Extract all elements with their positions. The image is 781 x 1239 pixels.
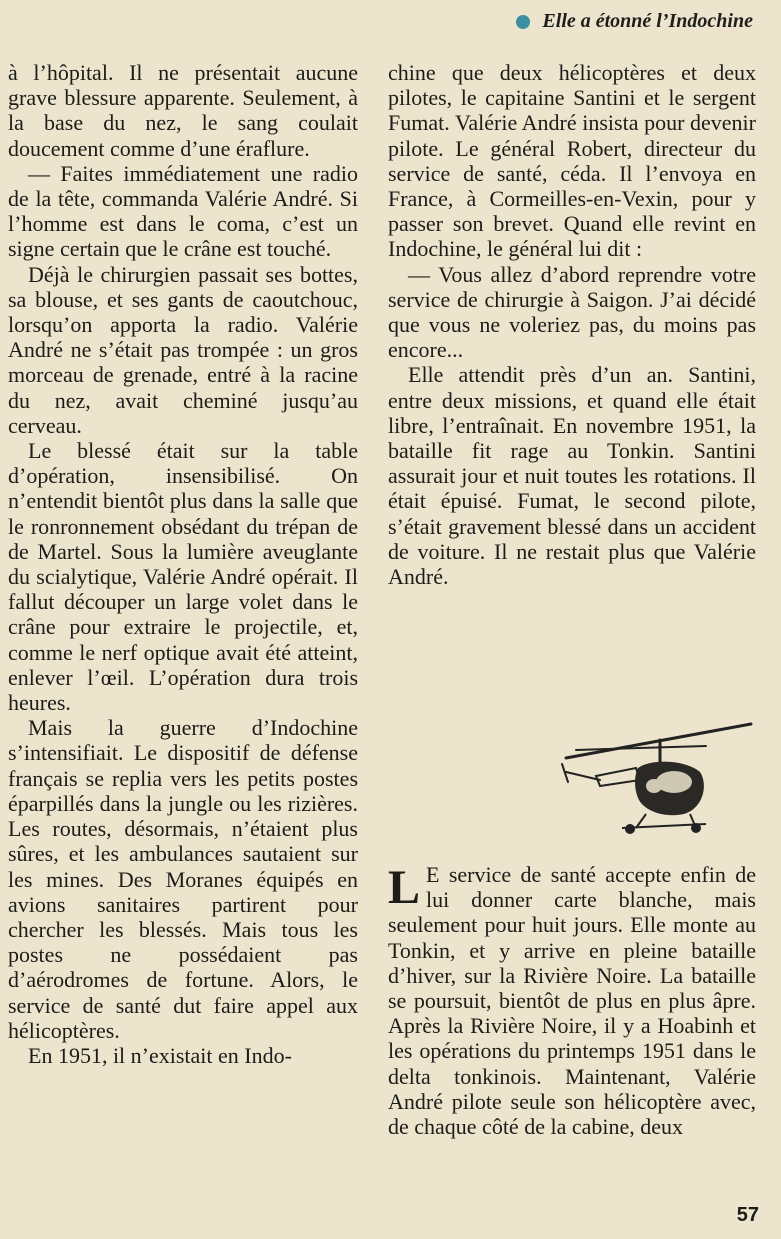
right-paragraph-4-text: E service de santé accepte enfin de lui donner carte blanche, mais seulement pour huit jours. Elle monte au Tonkin, et y arrive en pleine bataille d’hiver, sur la Rivière Noire. La bataille se poursuit, bientôt de plus en plus âpre. Après la Rivière Noire, il y a Hoabinh et les opérations du printemps 1951 dans le delta tonkinois. Maintenant, Valérie André pilote seule son hélicoptère avec, de chaque côté de la cabine, deux [388, 862, 756, 1140]
right-column [388, 60, 756, 589]
left-paragraph-4: Le blessé était sur la table d’opération, insensibilisé. On n’entendit bientôt plus dans la salle que le ronronnement obsédant du trépan de de Martel. Sous la lumière aveuglante du scialytique, Valérie André opérait. Il fallut découper un large volet dans le crâne pour extraire le projectile, et, comme le nerf optique avait été atteint, enlever l’œil. L’opération dura trois heures. [8, 438, 358, 716]
left-paragraph-1: à l’hôpital. Il ne présentait aucune grave blessure apparente. Seulement, à la base du nez, le sang coulait doucement comme d’une éraflure. [8, 60, 358, 161]
left-column [8, 60, 358, 1068]
left-paragraph-6: En 1951, il n’existait en Indo- [28, 1042, 292, 1068]
helicopter-illustration [556, 716, 756, 836]
running-title: Elle a étonné l’Indochine [542, 10, 753, 32]
right-paragraph-3: Elle attendit près d’un an. Santini, entre deux missions, et quand elle était libre, l’entraînait. En novembre 1951, la bataille fit rage au Tonkin. Santini assurait jour et nuit toutes les rotations. Il était épuisé. Fumat, le second pilote, s’était gravement blessé dans un accident de voiture. Il ne restait plus que Valérie André. [388, 362, 756, 590]
drop-cap: L [388, 861, 421, 914]
left-paragraph-2: — Faites immédiatement une radio de la tête, commanda Valérie André. Si l’homme est dans le coma, c’est un signe certain que le crâne est touché. [8, 160, 358, 262]
page-number: 57 [736, 1204, 759, 1226]
left-paragraph-3: Déjà le chirurgien passait ses bottes, sa blouse, et ses gants de caoutchouc, lorsqu’on apporta la radio. Valérie André ne s’était pas trompée : un gros morceau de grenade, entré à la racine du nez, avait cheminé jusqu’au cerveau. [8, 261, 358, 438]
right-paragraph-1: chine que deux hélicoptères et deux pilotes, le capitaine Santini et le sergent Fumat. Valérie André insista pour devenir pilote. Le général Robert, directeur du service de santé, céda. Il l’envoya en France, à Cormeilles-en-Vexin, pour y passer son brevet. Quand elle revint en Indochine, le général lui dit : [388, 60, 756, 262]
left-paragraph-5: Mais la guerre d’Indochine s’intensifiait. Le dispositif de défense français se replia vers les petits postes éparpillés dans la jungle ou les rizières. Les routes, désormais, n’étaient plus sûres, et les ambulances sautaient sur les mines. Des Moranes équipés en avions sanitaires partirent pour chercher les blessés. Mais tous les postes ne possédaient pas d’aérodromes de fortune. Alors, le service de santé dut faire appel aux hélicoptères. [8, 715, 358, 1043]
right-paragraph-4 [388, 862, 756, 1139]
right-paragraph-2: — Vous allez d’abord reprendre votre service de chirurgie à Saigon. J’ai décidé que vous ne voleriez pas, du moins pas encore... [388, 261, 756, 363]
header-bullet-icon [516, 15, 530, 29]
right-column-section-2 [388, 862, 756, 1139]
running-header [516, 10, 753, 33]
